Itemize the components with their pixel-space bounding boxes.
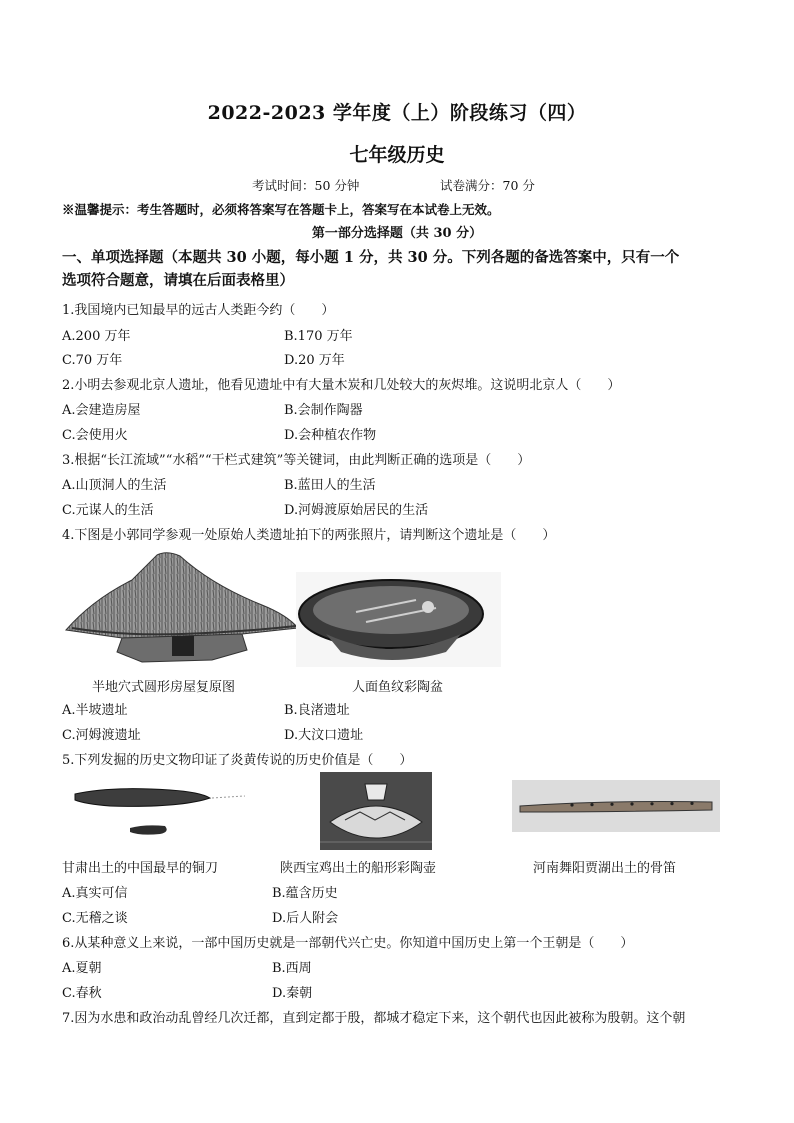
q1-option-a: A.200 万年 bbox=[62, 329, 131, 344]
q2-option-c: C.会使用火 bbox=[62, 428, 128, 443]
q5-option-a: A.真实可信 bbox=[62, 886, 128, 901]
boat-shaped-pot-image bbox=[320, 772, 432, 850]
q3-option-c: C.元谋人的生活 bbox=[62, 503, 154, 518]
exam-time: 考试时间：50 分钟 bbox=[252, 178, 360, 193]
question-6: 6.从某种意义上来说，一部中国历史就是一部朝代兴亡史。你知道中国历史上第一个王朝是（ ） bbox=[62, 936, 634, 951]
q4-option-b: B.良渚遗址 bbox=[284, 703, 350, 718]
q4-caption-basin: 人面鱼纹彩陶盆 bbox=[352, 680, 444, 695]
warm-tip: ※温馨提示：考生答题时，必须将答案写在答题卡上，答案写在本试卷上无效。 bbox=[62, 202, 500, 217]
bone-flute-image bbox=[512, 780, 720, 832]
q4-option-d: D.大汶口遗址 bbox=[284, 728, 364, 743]
part-title: 第一部分选择题（共 30 分） bbox=[311, 226, 483, 241]
q1-option-d: D.20 万年 bbox=[284, 353, 345, 368]
q5-caption-pot: 陕西宝鸡出土的船形彩陶壶 bbox=[280, 861, 437, 876]
q1-option-c: C.70 万年 bbox=[62, 353, 123, 368]
q1-option-b: B.170 万年 bbox=[284, 329, 353, 344]
exam-title: 2022-2023 学年度（上）阶段练习（四） bbox=[207, 102, 587, 124]
q5-option-b: B.蕴含历史 bbox=[272, 886, 338, 901]
semi-subterranean-house-image bbox=[62, 550, 302, 665]
question-2: 2.小明去参观北京人遗址，他看见遗址中有大量木炭和几处较大的灰烬堆。这说明北京人（ ） bbox=[62, 378, 621, 393]
section-instructions bbox=[62, 246, 742, 292]
q4-option-a: A.半坡遗址 bbox=[62, 703, 128, 718]
q4-option-c: C.河姆渡遗址 bbox=[62, 728, 141, 743]
q6-option-d: D.秦朝 bbox=[272, 986, 313, 1001]
q6-option-a: A.夏朝 bbox=[62, 961, 102, 976]
full-score: 试卷满分：70 分 bbox=[440, 178, 535, 193]
q5-caption-flute: 河南舞阳贾湖出土的骨笛 bbox=[533, 861, 677, 876]
q3-option-b: B.蓝田人的生活 bbox=[284, 478, 376, 493]
q5-option-c: C.无稽之谈 bbox=[62, 911, 128, 926]
bronze-knife-image bbox=[70, 784, 245, 844]
q3-option-a: A.山顶洞人的生活 bbox=[62, 478, 167, 493]
exam-subtitle: 七年级历史 bbox=[349, 144, 445, 166]
q4-caption-house: 半地穴式圆形房屋复原图 bbox=[92, 680, 236, 695]
q6-option-c: C.春秋 bbox=[62, 986, 102, 1001]
q5-option-d: D.后人附会 bbox=[272, 911, 339, 926]
section-line-1: 一、单项选择题（本题共 30 小题，每小题 1 分，共 30 分。下列各题的备选答案中，只有一个 bbox=[62, 249, 680, 266]
question-5: 5.下列发掘的历史文物印证了炎黄传说的历史价值是（ ） bbox=[62, 753, 413, 768]
q2-option-d: D.会种植农作物 bbox=[284, 428, 377, 443]
q6-option-b: B.西周 bbox=[272, 961, 312, 976]
human-face-fish-basin-image bbox=[296, 572, 501, 667]
q5-caption-knife: 甘肃出土的中国最早的铜刀 bbox=[62, 861, 219, 876]
q2-option-a: A.会建造房屋 bbox=[62, 403, 141, 418]
section-line-2: 选项符合题意，请填在后面表格里） bbox=[62, 272, 294, 289]
question-7: 7.因为水患和政治动乱曾经几次迁都，直到定都于殷，都城才稳定下来，这个朝代也因此被称为殷朝。这个朝 bbox=[62, 1011, 686, 1026]
q2-option-b: B.会制作陶器 bbox=[284, 403, 363, 418]
question-4: 4.下图是小郭同学参观一处原始人类遗址拍下的两张照片，请判断这个遗址是（ ） bbox=[62, 528, 556, 543]
question-1: 1.我国境内已知最早的远古人类距今约（ ） bbox=[62, 303, 335, 318]
question-3: 3.根据“长江流域”“水稻”“干栏式建筑”等关键词，由此判断正确的选项是（ ） bbox=[62, 453, 531, 468]
q3-option-d: D.河姆渡原始居民的生活 bbox=[284, 503, 429, 518]
